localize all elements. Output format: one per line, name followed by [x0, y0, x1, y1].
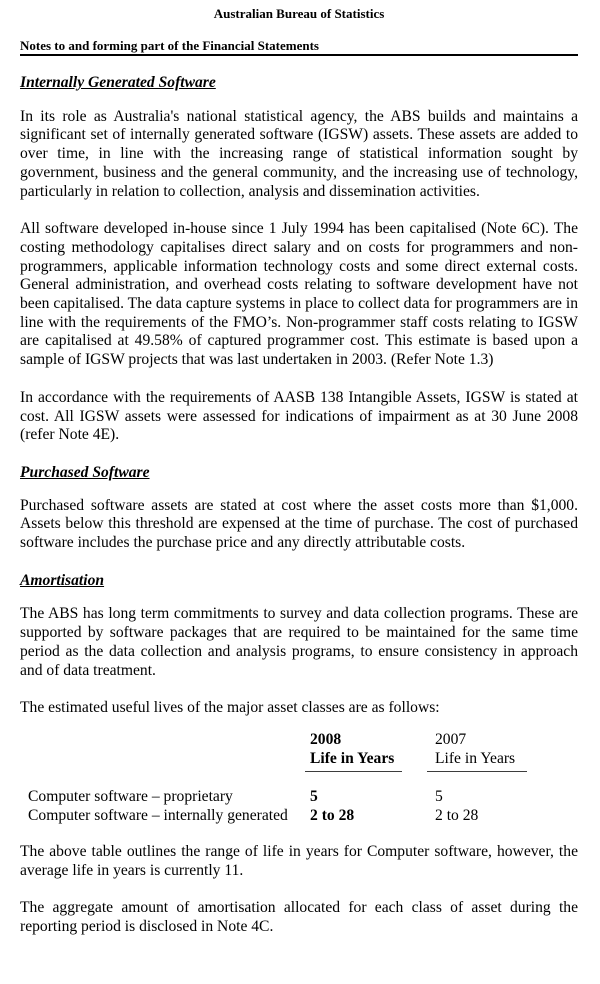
paragraph-igsw-3: In accordance with the requirements of AASB 138 Intangible Assets, IGSW is stated at cost. All IGSW assets were assessed for indications of impairment as at 30 June 2008 (refer Note 4E).	[20, 388, 578, 444]
useful-lives-table	[20, 731, 578, 826]
row-label: Computer software – proprietary	[28, 788, 233, 806]
table-row-proprietary	[28, 788, 578, 807]
table-header-label-row	[28, 750, 578, 773]
value-2008: 2 to 28	[310, 807, 355, 825]
doc-title: Notes to and forming part of the Financial Statements	[20, 38, 578, 56]
paragraph-igsw-2: All software developed in-house since 1 July 1994 has been capitalised (Note 6C). The costing methodology capitalises direct salary and on costs for programmers and non-programmers, applicable information technology costs and some direct external costs. General administration, and overhead costs relating to software development have not been capitalised. The data capture systems in place to collect data for programmers are in line with the requirements of the FMO’s. Non-programmer staff costs relating to IGSW are capitalised at 49.58% of captured programmer cost. This estimate is based upon a sample of IGSW projects that was last undertaken in 2003. (Refer Note 1.3)	[20, 220, 578, 369]
paragraph-igsw-1: In its role as Australia's national statistical agency, the ABS builds and maintains a significant set of internally generated software (IGSW) assets. These assets are added to over time, in line with the increasing range of statistical information sought by government, business and the general community, and the increasing use of technology, particularly in relation to collection, analysis and dissemination activities.	[20, 107, 578, 200]
table-header-spacer	[28, 731, 310, 750]
paragraph-purchased-1: Purchased software assets are stated at cost where the asset costs more than $1,000. Assets below this threshold are expensed at the time of purchase. The cost of purchased software includes the purchase price and any directly attributable costs.	[20, 496, 578, 552]
section-heading-amortisation: Amortisation	[20, 571, 105, 589]
table-header-year-row	[28, 731, 578, 750]
section-heading-internally-generated-software: Internally Generated Software	[20, 74, 216, 91]
value-2008: 5	[310, 788, 318, 806]
column-year-2008: 2008	[310, 730, 342, 748]
table-row-internally-generated	[28, 807, 578, 826]
org-title: Australian Bureau of Statistics	[213, 6, 385, 21]
table-header-spacer	[28, 750, 310, 773]
row-label: Computer software – internally generated	[28, 807, 288, 825]
section-heading-purchased-software: Purchased Software	[20, 463, 150, 481]
value-2007: 2 to 28	[435, 807, 479, 825]
column-label-2008: Life in Years	[305, 750, 402, 773]
column-label-2007-cell	[435, 750, 578, 773]
column-label-2008-cell	[310, 750, 435, 773]
paragraph-amortisation-intro: The estimated useful lives of the major asset classes are as follows:	[20, 699, 440, 717]
column-year-2007: 2007	[435, 730, 467, 748]
column-label-2007: Life in Years	[427, 750, 527, 773]
paragraph-table-note: The above table outlines the range of life in years for Computer software, however, the average life in years is currently 11.	[20, 842, 578, 879]
value-2007: 5	[435, 788, 443, 806]
paragraph-amortisation-1: The ABS has long term commitments to survey and data collection programs. These are supported by software packages that are required to be maintained for the same time period as the data collection and analysis programs, to ensure consistency in approach and of data treatment.	[20, 605, 578, 679]
paragraph-aggregate-amortisation: The aggregate amount of amortisation allocated for each class of asset during the reporting period is disclosed in Note 4C.	[20, 899, 578, 935]
